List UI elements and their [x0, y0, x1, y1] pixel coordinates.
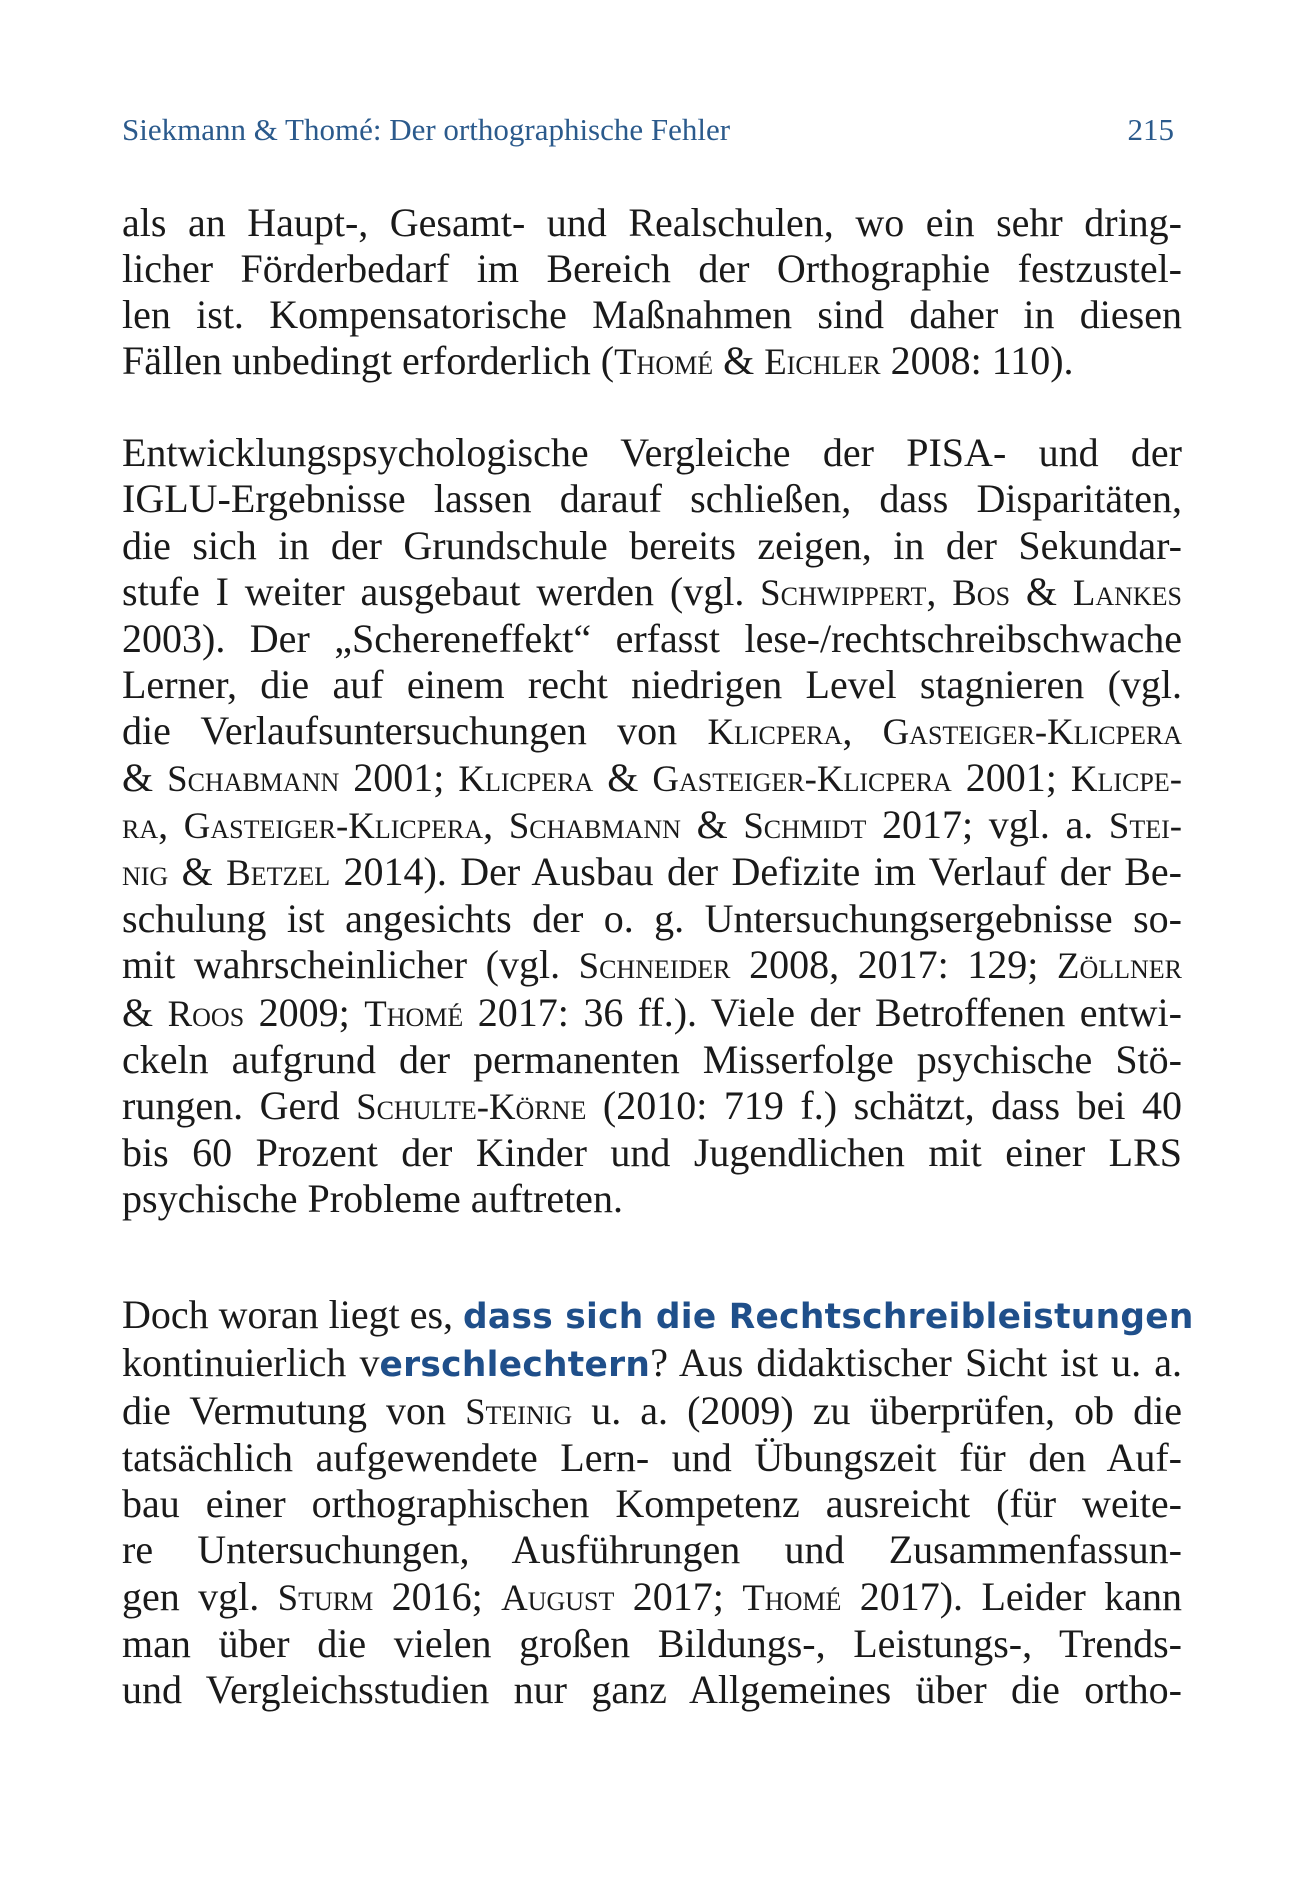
text-line: als an Haupt-, Gesamt- und Realschulen, wo ein sehr dring- [122, 200, 1182, 245]
text-line: Lerner, die auf einem recht niedrigen Level stagnieren (vgl. [122, 661, 1182, 707]
text-line: die sich in der Grundschule bereits zeigen, in der Sekundar- [122, 522, 1182, 568]
text-line: 2003). Der „Schereneffekt“ erfasst lese-/rechtschreibschwache [122, 615, 1182, 661]
text-line: die Verlaufsuntersuchungen von Klicpera, Gasteiger-Klicpera [122, 707, 1183, 753]
text-line: bau einer orthographischen Kompetenz ausreicht (für weite- [122, 1481, 1182, 1527]
text-line: bis 60 Prozent der Kinder und Jugendlichen mit einer LRS [122, 1129, 1182, 1175]
text-line: len ist. Kompensatorische Maßnahmen sind daher in diesen [122, 292, 1182, 338]
paragraph-1 [122, 200, 1182, 385]
text-line: psychische Probleme auftreten. [122, 1175, 623, 1221]
text-line: rungen. Gerd Schulte-Körne (2010: 719 f.) schätzt, dass bei 40 [122, 1082, 1182, 1128]
text-line: man über die vielen großen Bildungs-, Leistungs-, Trends- [122, 1620, 1182, 1666]
text-line: licher Förderbedarf im Bereich der Orthographie festzustel- [122, 246, 1182, 292]
text-line: gen vgl. Sturm 2016; August 2017; Thomé 2017). Leider kann [122, 1573, 1182, 1619]
text-line: re Untersuchungen, Ausführungen und Zusammenfassun- [122, 1527, 1182, 1573]
text-line: ra, Gasteiger-Klicpera, Schabmann & Schmidt 2017; vgl. a. Stei- [122, 802, 1183, 848]
text-line: Doch woran liegt es, dass sich die Rechtschreibleistungen [122, 1291, 1194, 1337]
text-line: & Roos 2009; Thomé 2017: 36 ff.). Viele der Betroffenen entwi- [122, 989, 1182, 1035]
paragraph-2 [122, 430, 1182, 1222]
body-text [122, 200, 1194, 1713]
text-line: stufe I weiter ausgebaut werden (vgl. Schwippert, Bos & Lankes [122, 568, 1183, 614]
text-line: ckeln aufgrund der permanenten Misserfolge psychische Stö- [122, 1036, 1182, 1082]
paragraph-3 [122, 1291, 1194, 1713]
text-line: IGLU-Ergebnisse lassen darauf schließen, dass Disparitäten, [122, 476, 1182, 522]
text-line: Entwicklungspsychologische Vergleiche der PISA- und der [122, 430, 1182, 476]
page-number: 215 [1127, 112, 1174, 147]
paragraph-gap [122, 1222, 1182, 1292]
text-line: schulung ist angesichts der o. g. Untersuchungsergebnisse so- [122, 896, 1182, 942]
text-line: die Vermutung von Steinig u. a. (2009) zu überprüfen, ob die [122, 1388, 1183, 1434]
paragraph-gap [122, 385, 1182, 430]
text-line: und Vergleichsstudien nur ganz Allgemeines über die ortho- [122, 1666, 1182, 1712]
text-line: kontinuierlich verschlechtern? Aus didaktischer Sicht ist u. a. [122, 1340, 1182, 1386]
text-line: nig & Betzel 2014). Der Ausbau der Defizite im Verlauf der Be- [122, 849, 1182, 895]
text-line: tatsächlich aufgewendete Lern- und Übungszeit für den Auf- [122, 1435, 1182, 1481]
running-header-title: Siekmann & Thomé: Der orthographische Fehler [122, 112, 731, 147]
text-line: Fällen unbedingt erforderlich (Thomé & Eichler 2008: 110). [122, 338, 1074, 384]
text-line: mit wahrscheinlicher (vgl. Schneider 2008, 2017: 129; Zöllner [122, 942, 1182, 988]
text-line: & Schabmann 2001; Klicpera & Gasteiger-Klicpera 2001; Klicpe- [122, 755, 1182, 801]
